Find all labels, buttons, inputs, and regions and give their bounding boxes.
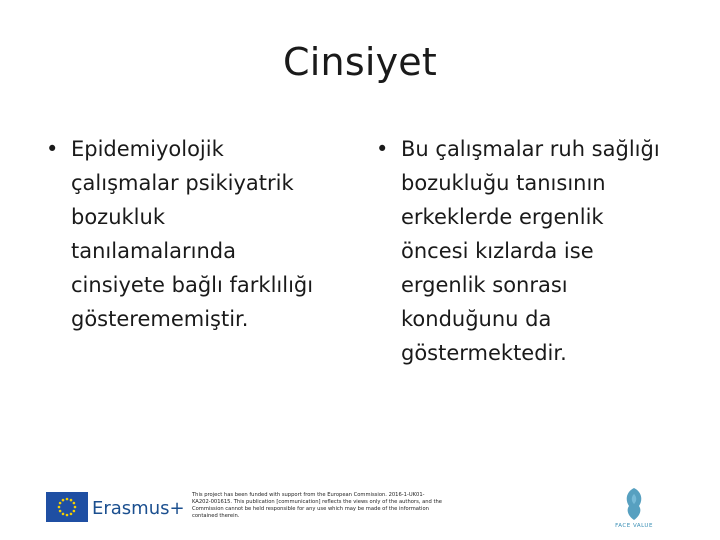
eu-stars-icon — [46, 492, 88, 522]
right-bullet-text: Bu çalışmalar ruh sağlığı bozukluğu tanısının erkeklerde ergenlik öncesi kızlarda ise ergenlik sonrası konduğunu da göstermektedir. — [401, 137, 660, 365]
left-bullet-column — [46, 132, 346, 336]
eu-flag-icon — [46, 492, 88, 522]
face-silhouette-icon — [602, 486, 666, 522]
bullet-marker: • — [46, 137, 59, 161]
footer — [0, 486, 720, 540]
funding-disclaimer: This project has been funded with support from the European Commission. 2016-1-UK01-KA202-001615. This publication [communication] reflects the views only of the authors, and the Commission cannot be held responsible for any use which may be made of the information contained therein. — [192, 492, 442, 519]
bullet-marker: • — [376, 137, 389, 161]
right-bullet-column — [376, 132, 696, 370]
erasmus-logo-text: Erasmus+ — [92, 498, 185, 519]
face-value-label: FACE VALUE — [615, 523, 653, 529]
left-bullet-text: Epidemiyolojik çalışmalar psikiyatrik bozukluk tanılamalarında cinsiyete bağlı farklılığı gösterememiştir. — [71, 137, 314, 331]
face-value-logo — [602, 486, 666, 534]
slide-title: Cinsiyet — [283, 40, 437, 84]
